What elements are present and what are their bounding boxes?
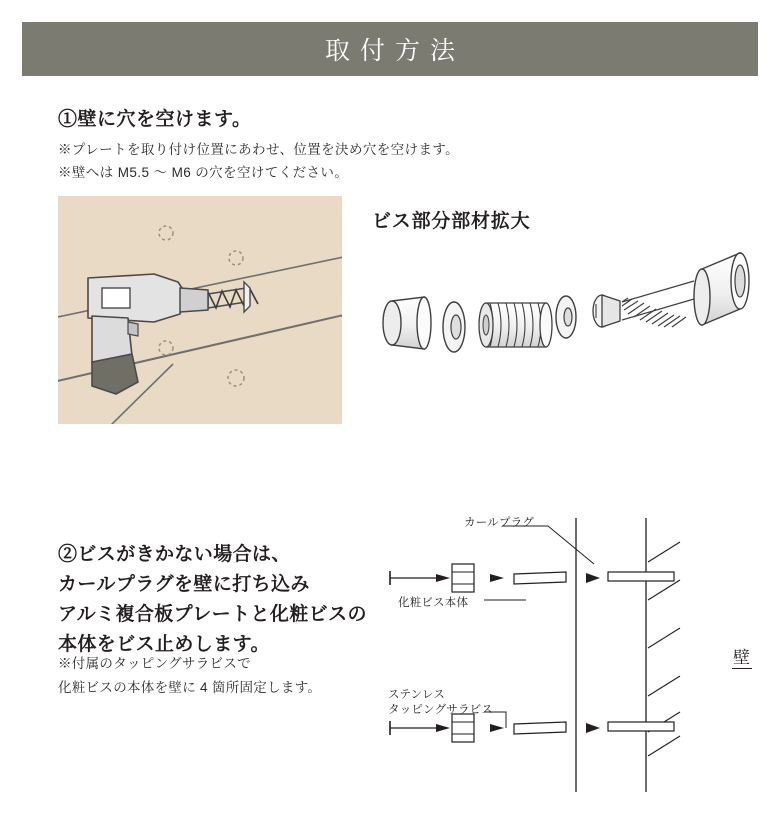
label-stainless-line-1: ステンレス: [388, 689, 446, 701]
label-curl-plug: カールプラグ: [464, 517, 534, 529]
step2-heading-line-2: カールプラグを壁に打ち込み: [58, 574, 310, 595]
wall-mount-diagram: [380, 500, 770, 800]
parts-illustration-panel: [366, 225, 766, 415]
step2-note-line-1: ※付属のタッピングサラビスで: [58, 656, 251, 671]
label-screw-body: 化粧ビス本体: [398, 597, 469, 609]
step2-heading-line-3: アルミ複合板プレートと化粧ビスの: [58, 604, 367, 625]
header-banner: [22, 22, 758, 76]
label-stainless-line-2: タッピングサラビス: [388, 704, 494, 716]
step2-note-line-2: 化粧ビスの本体を壁に 4 箇所固定します。: [58, 680, 322, 695]
parts-heading: ビス部分部材拡大: [372, 211, 531, 232]
page-title: 取付方法: [324, 37, 465, 65]
step2-note: [58, 652, 321, 700]
drill-illustration: [58, 196, 342, 424]
wall-section-svg: [380, 500, 770, 800]
step1-note-1: ※プレートを取り付け位置にあわせ、位置を決め穴を空けます。: [58, 142, 460, 157]
label-wall-text: 壁: [733, 648, 751, 667]
step2-heading-line-1: ②ビスがきかない場合は、: [58, 544, 291, 565]
parts-exploded-illustration: [366, 225, 766, 415]
step1-note-2: ※壁へは M5.5 〜 M6 の穴を空けてください。: [58, 165, 349, 180]
step2-heading-line-4: 本体をビス止めします。: [58, 634, 270, 655]
step1-heading: ①壁に穴を空けます。: [58, 109, 252, 130]
step2-heading: [58, 540, 367, 660]
drill-illustration-panel: [58, 196, 342, 424]
label-wall: [732, 648, 752, 669]
